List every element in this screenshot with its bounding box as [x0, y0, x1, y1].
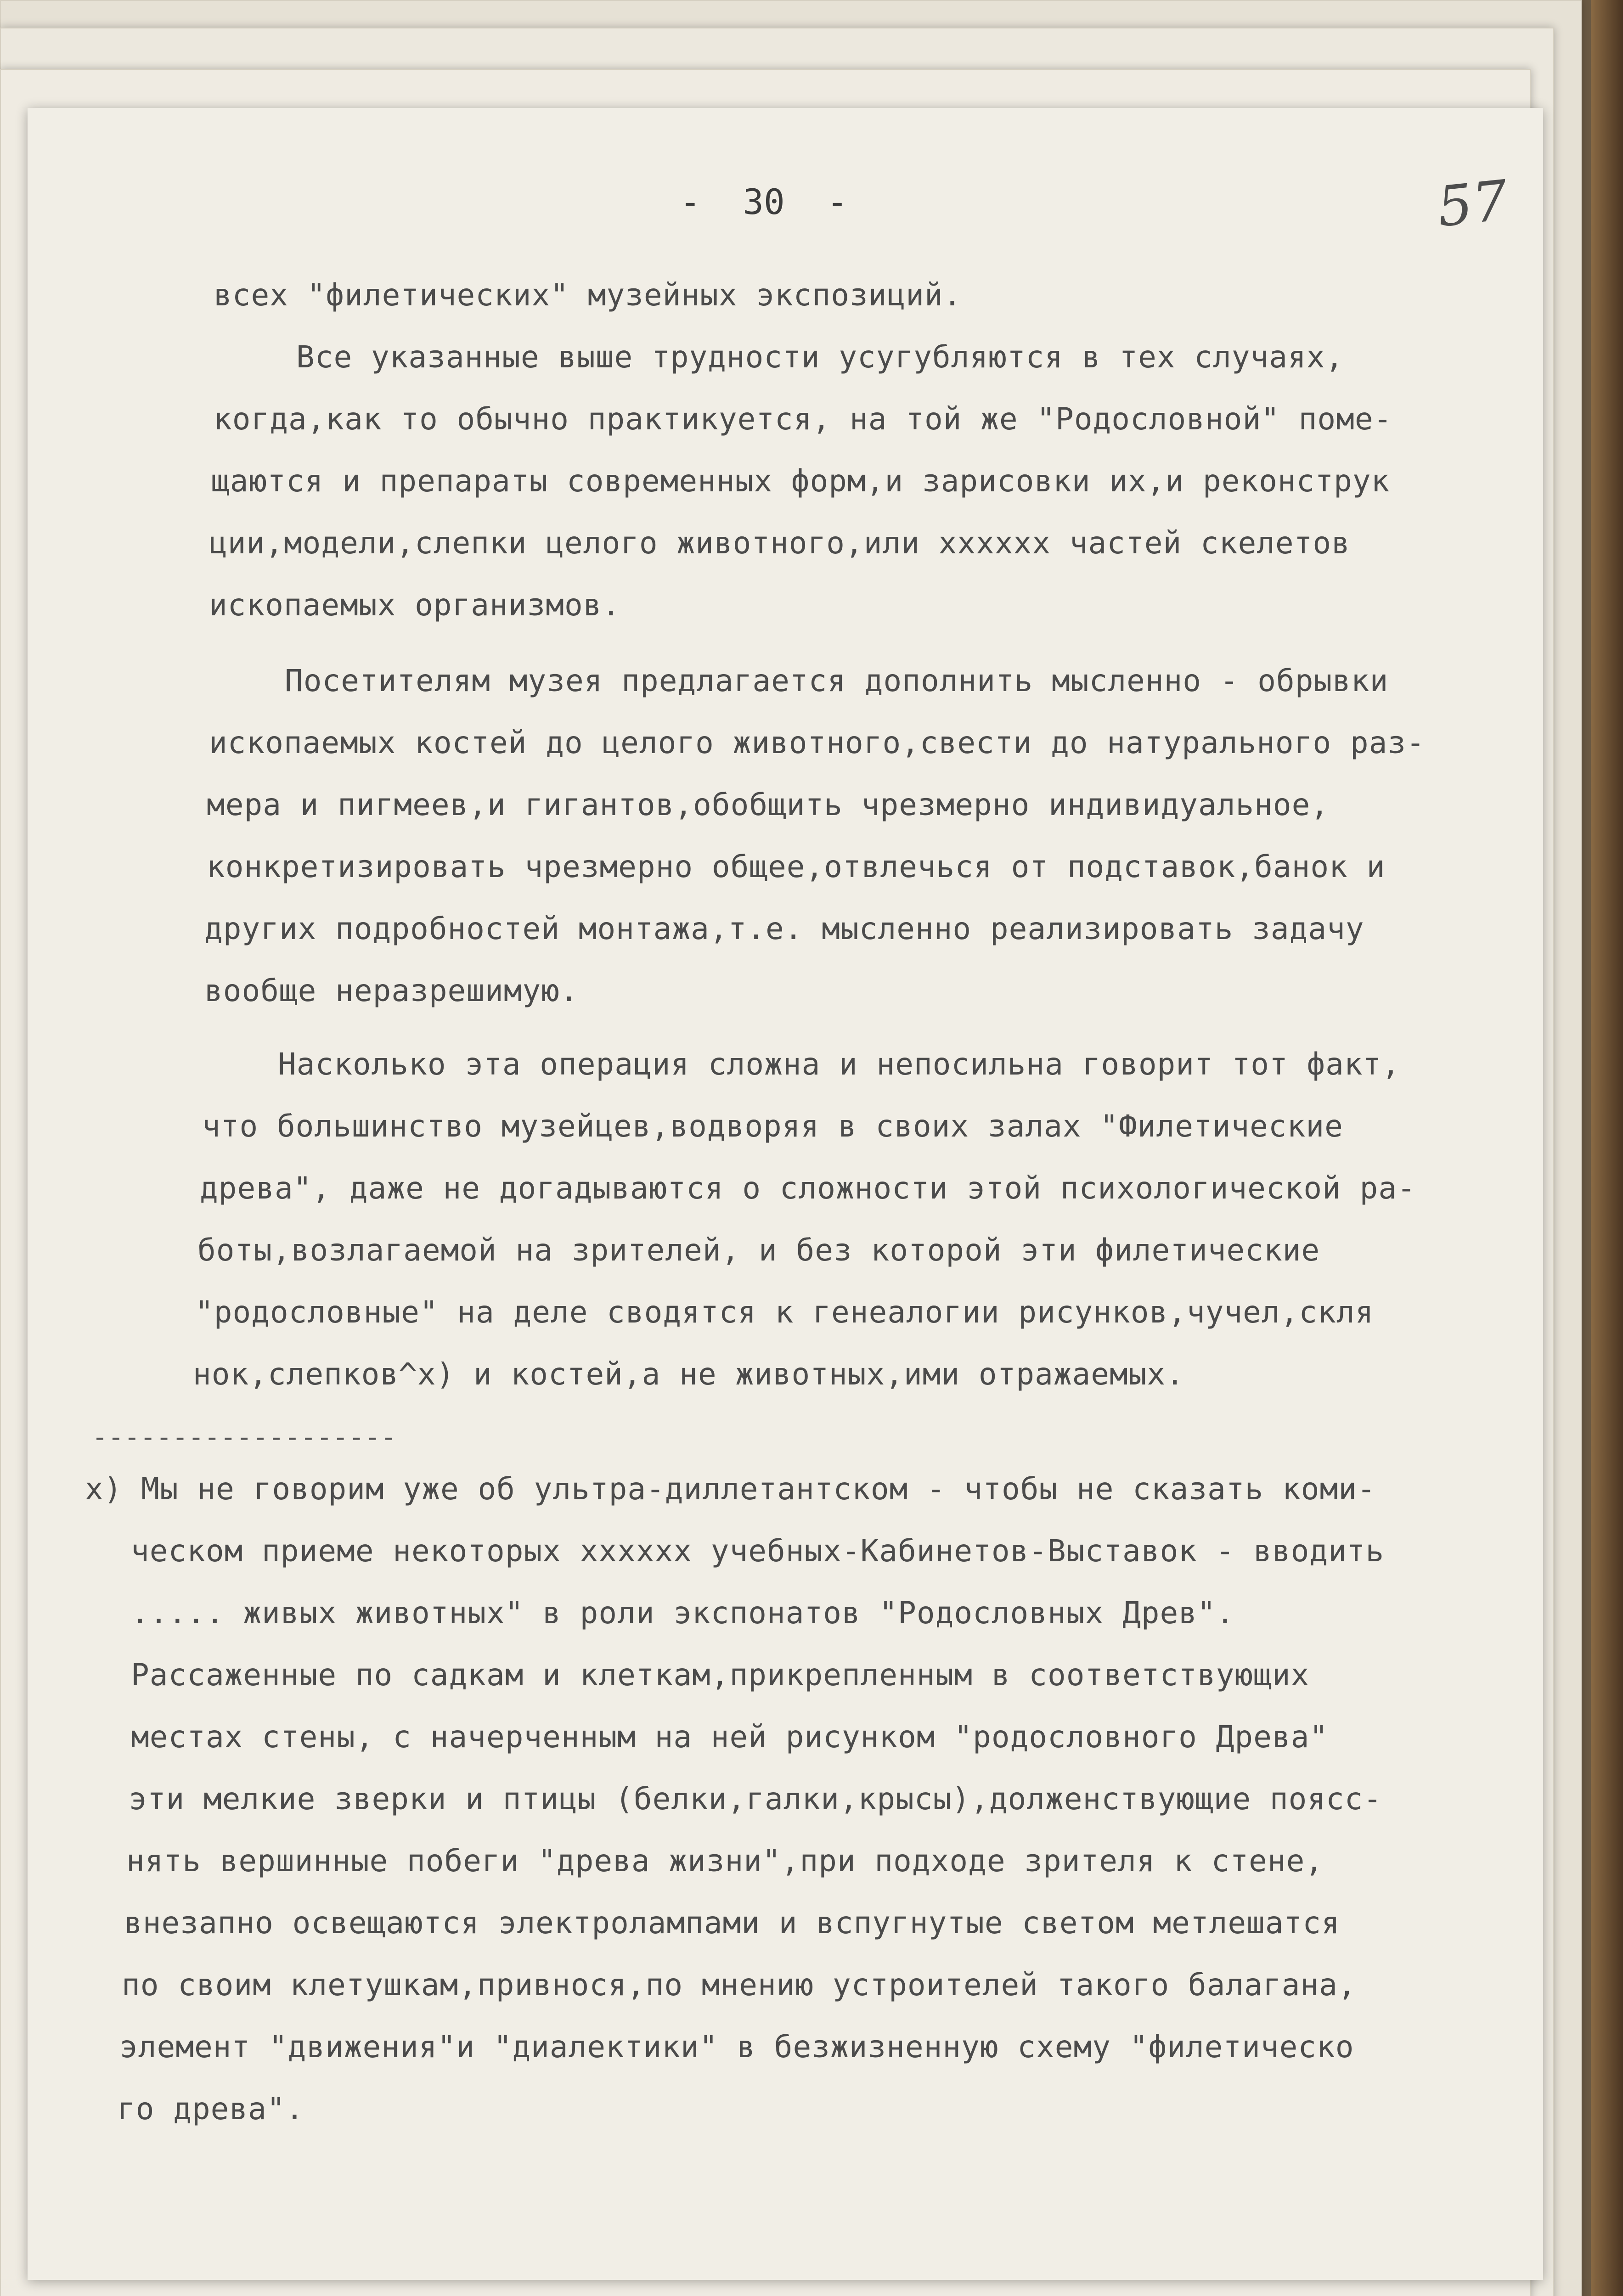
body-line: древа", даже не догадываются о сложности этой психологической ра-	[200, 1171, 1416, 1206]
footnote-separator: -------------------	[92, 1421, 397, 1452]
footnote-line: x) Мы не говорим уже об ультра-диллетантском - чтобы не сказать коми-	[85, 1471, 1376, 1507]
body-line: конкретизировать чрезмерно общее,отвлечься от подставок,банок и	[207, 849, 1386, 884]
footnote-line: элемент "движения"и "диалектики" в безжизненную схему "филетическо	[119, 2029, 1354, 2065]
footnote-line: внезапно освещаются электролампами и вспугнутые светом метлешатся	[124, 1905, 1340, 1941]
footnote-line: по своим клетушкам,привнося,по мнению устроителей такого балагана,	[122, 1967, 1357, 2003]
body-line: нок,слепков^x) и костей,а не животных,ими отражаемых.	[193, 1356, 1184, 1392]
footnote-line: ..... живых животных" в роли экспонатов "Родословных Древ".	[131, 1595, 1235, 1631]
page-number: - 30 -	[680, 181, 848, 222]
body-line: ции,модели,слепки целого животного,или хххххх частей скелетов	[209, 525, 1350, 561]
body-line: Все указанные выше трудности усугубляются в тех случаях,	[296, 339, 1344, 375]
footnote-line: эти мелкие зверки и птицы (белки,галки,крысы),долженствующие поясс-	[129, 1781, 1382, 1817]
body-line: "родословные" на деле сводятся к генеалогии рисунков,чучел,скля	[195, 1294, 1374, 1330]
body-line: боты,возлагаемой на зрителей, и без которой эти филетические	[197, 1232, 1320, 1268]
handwritten-folio-number: 57	[1434, 169, 1511, 240]
footnote-line: нять вершинные побеги "древа жизни",при подходе зрителя к стене,	[126, 1843, 1324, 1879]
body-line: Посетителям музея предлагается дополнить мысленно - обрывки	[285, 663, 1389, 698]
body-line: всех "филетических" музейных экспозиций.	[214, 277, 962, 313]
footnote-line: ческом приеме некоторых хххххх учебных-Кабинетов-Выставок - вводить	[131, 1533, 1385, 1569]
body-line: вообще неразрешимую.	[204, 973, 579, 1008]
body-line: ископаемых организмов.	[209, 587, 621, 623]
body-line: мера и пигмеев,и гигантов,обобщить чрезмерно индивидуальное,	[207, 787, 1330, 822]
body-line: когда,как то обычно практикуется, на той же "Родословной" поме-	[214, 401, 1392, 437]
typewritten-page	[28, 108, 1543, 2280]
body-line: других подробностей монтажа,т.е. мысленно реализировать задачу	[204, 911, 1364, 946]
footnote-line: го древа".	[117, 2091, 304, 2127]
body-line: щаются и препараты современных форм,и зарисовки их,и реконструк	[211, 463, 1390, 499]
folder-edge	[1591, 0, 1623, 2296]
body-line: что большинство музейцев,водворяя в своих залах "Филетические	[202, 1109, 1343, 1144]
footnote-line: местах стены, с начерченным на ней рисунком "родословного Древа"	[131, 1719, 1329, 1755]
footnote-line: Рассаженные по садкам и клеткам,прикрепленным в соответствующих	[131, 1657, 1310, 1693]
body-line: Насколько эта операция сложна и непосильна говорит тот факт,	[278, 1047, 1401, 1082]
body-line: ископаемых костей до целого животного,свести до натурального раз-	[209, 725, 1425, 760]
